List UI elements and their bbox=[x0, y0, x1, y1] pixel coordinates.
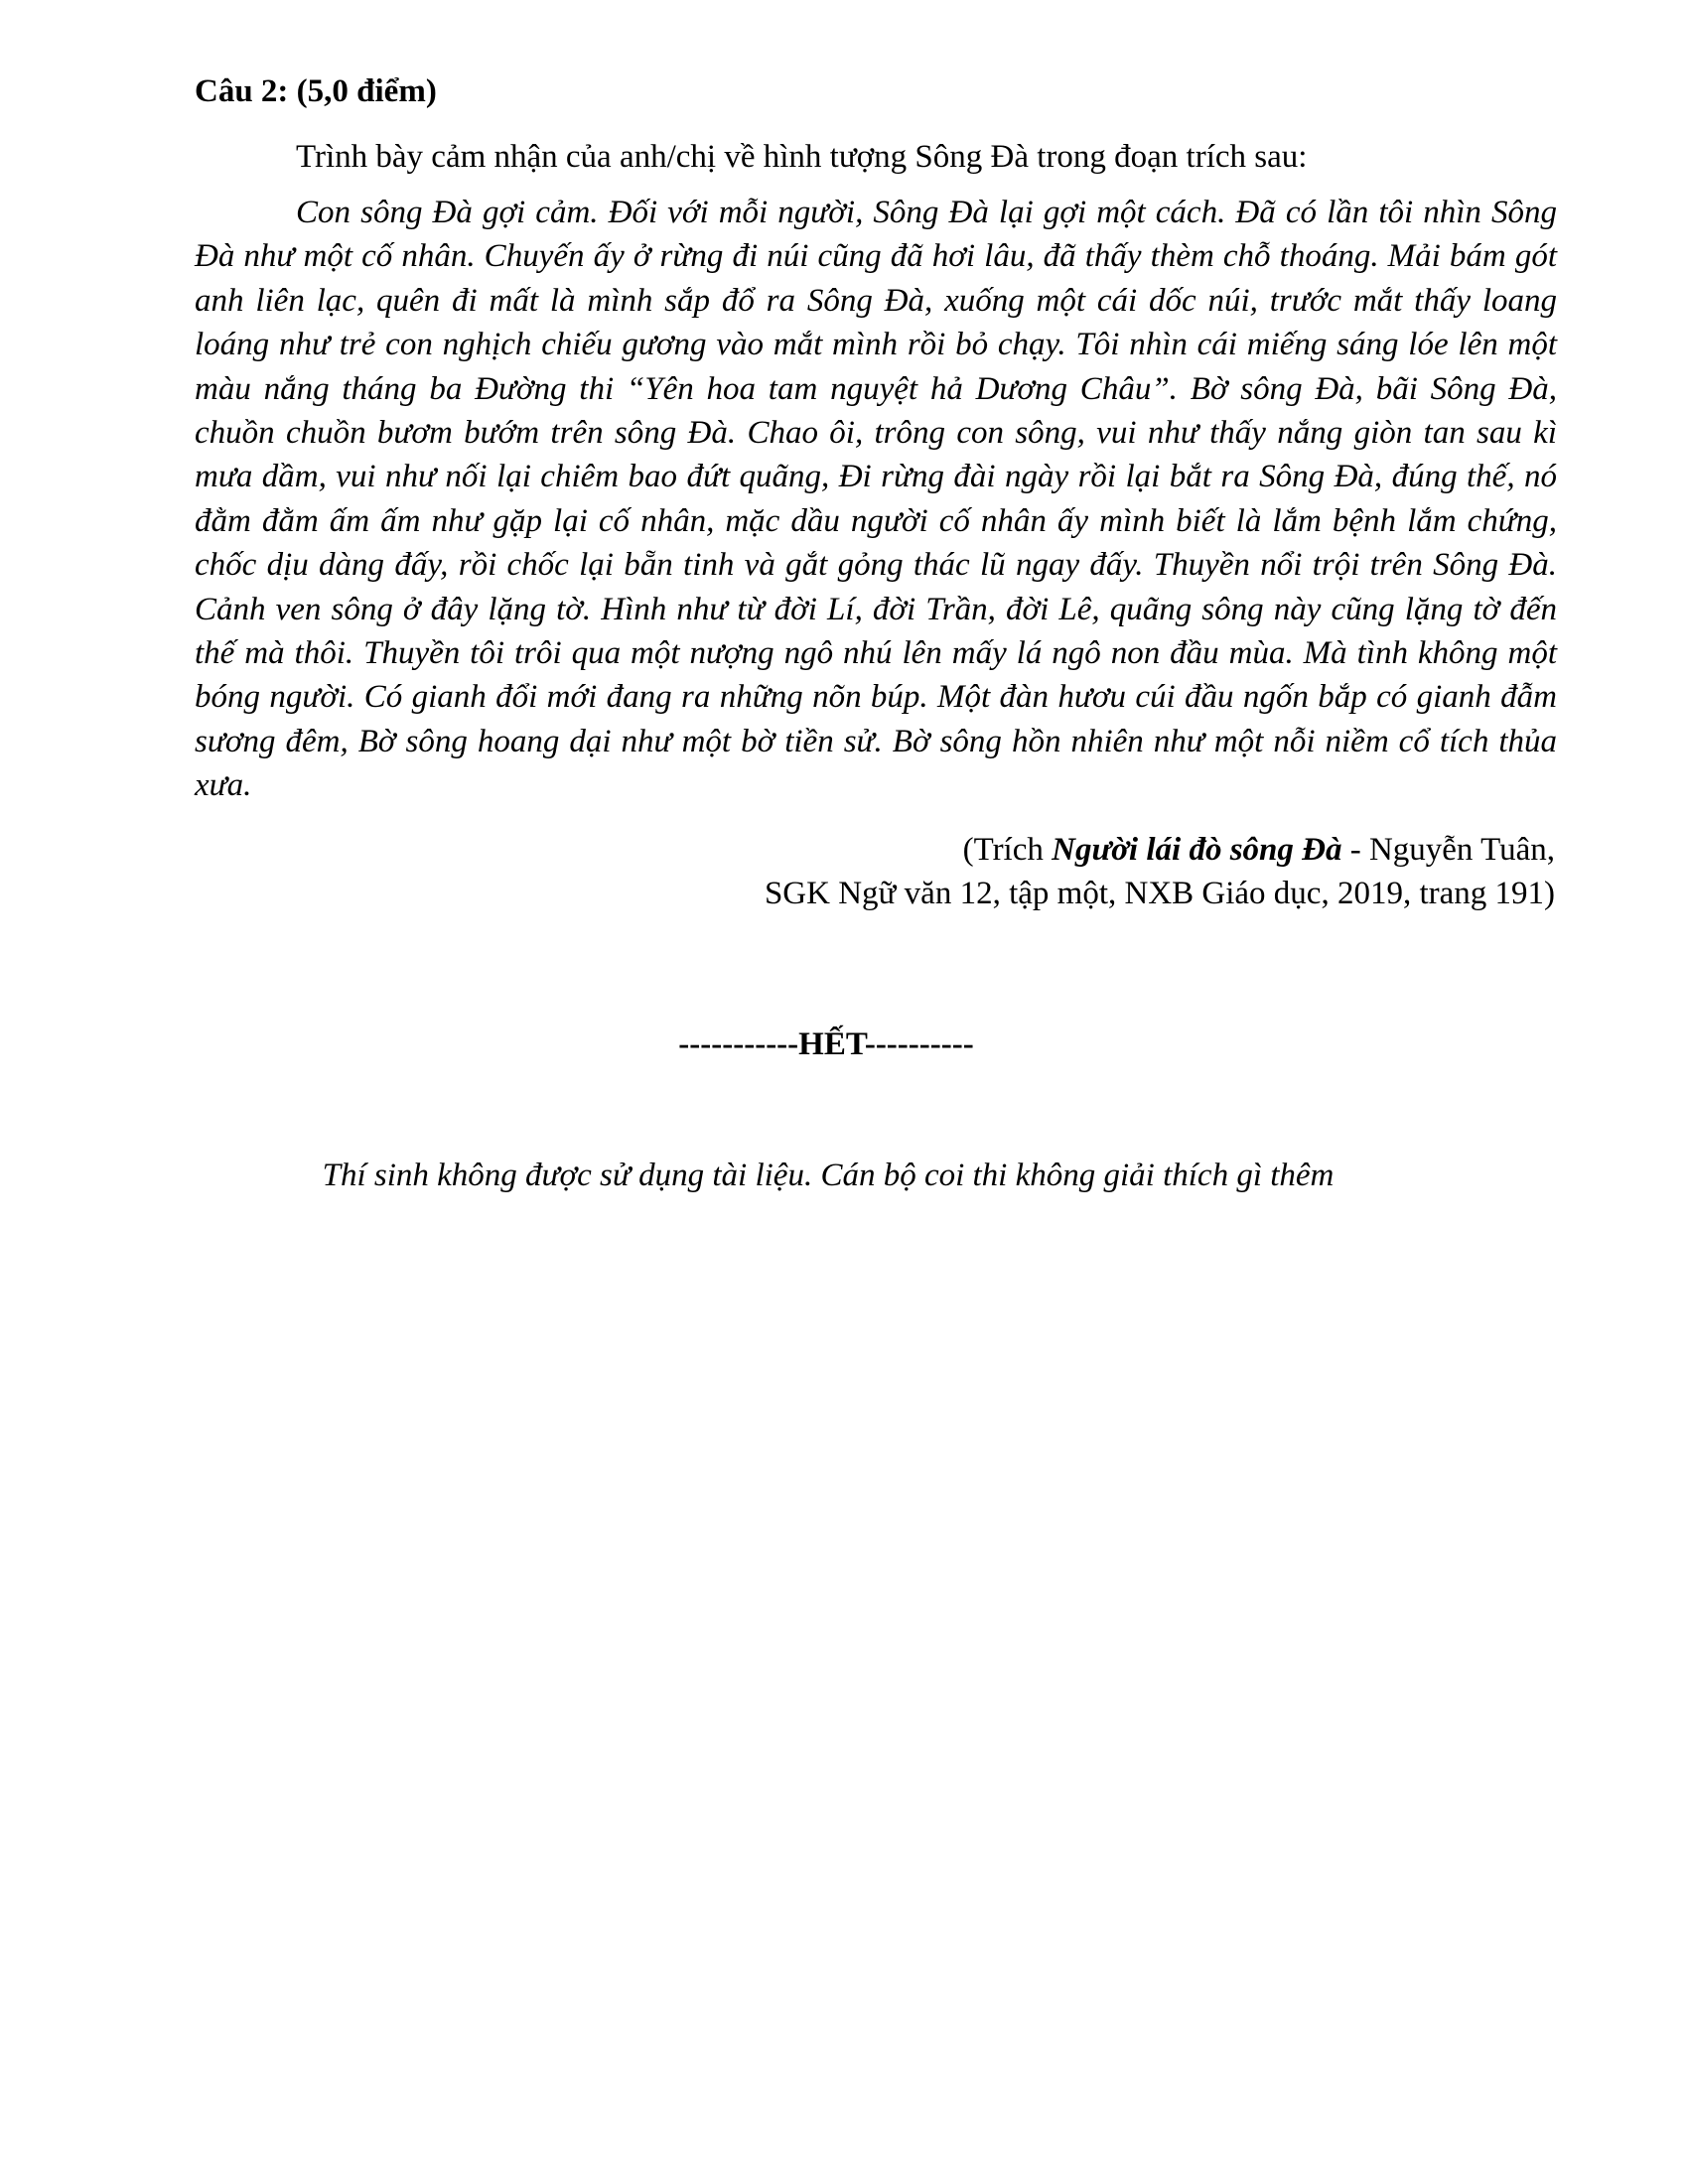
exam-page bbox=[195, 69, 1557, 1197]
citation bbox=[195, 828, 1557, 915]
end-marker: -----------HẾT---------- bbox=[678, 1025, 974, 1062]
citation-prefix: (Trích bbox=[962, 831, 1053, 868]
citation-line-1 bbox=[195, 828, 1555, 872]
question-heading: Câu 2: (5,0 điểm) bbox=[195, 73, 437, 109]
question-prompt: Trình bày cảm nhận của anh/chị về hình tượng Sông Đà trong đoạn trích sau: bbox=[296, 139, 1308, 175]
footer-note: Thí sinh không được sử dụng tài liệu. Cán bộ coi thi không giải thích gì thêm bbox=[322, 1157, 1335, 1193]
citation-author: - Nguyễn Tuân, bbox=[1341, 831, 1555, 868]
citation-work-title: Người lái đò sông Đà bbox=[1052, 831, 1342, 868]
excerpt-passage: Con sông Đà gợi cảm. Đối với mỗi người, Sông Đà lại gợi một cách. Đã có lần tôi nhìn Sông Đà như một cố nhân. Chuyến ấy ở rừng đi núi cũng đã hơi lâu, đã thấy thèm chỗ thoáng. Mải bám gót anh liên lạc, quên đi mất là mình sắp đổ ra Sông Đà, xuống một cái dốc núi, trước mắt thấy loang loáng như trẻ con nghịch chiếu gương vào mắt mình rồi bỏ chạy. Tôi nhìn cái miếng sáng lóe lên một màu nắng tháng ba Đường thi “Yên hoa tam nguyệt hả Dương Châu”. Bờ sông Đà, bãi Sông Đà, chuồn chuồn bươm bướm trên sông Đà. Chao ôi, trông con sông, vui như thấy nắng giòn tan sau kì mưa dầm, vui như nối lại chiêm bao đứt quãng, Đi rừng đài ngày rồi lại bắt ra Sông Đà, đúng thế, nó đằm đằm ấm ấm như gặp lại cố nhân, mặc dầu người cố nhân ấy mình biết là lắm bệnh lắm chứng, chốc dịu dàng đấy, rồi chốc lại bẵn tinh và gắt gỏng thác lũ ngay đấy. Thuyền nổi trội trên Sông Đà. Cảnh ven sông ở đây lặng tờ. Hình như từ đời Lí, đời Trần, đời Lê, quãng sông này cũng lặng tờ đến thế mà thôi. Thuyền tôi trôi qua một nượng ngô nhú lên mấy lá ngô non đầu mùa. Mà tình không một bóng người. Có gianh đổi mới đang ra những nõn búp. Một đàn hươu cúi đầu ngốn bắp có gianh đẫm sương đêm, Bờ sông hoang dại như một bờ tiền sử. Bờ sông hồn nhiên như một nỗi niềm cổ tích thủa xưa. bbox=[195, 195, 1557, 804]
citation-source-line: SGK Ngữ văn 12, tập một, NXB Giáo dục, 2019, trang 191) bbox=[764, 875, 1555, 911]
